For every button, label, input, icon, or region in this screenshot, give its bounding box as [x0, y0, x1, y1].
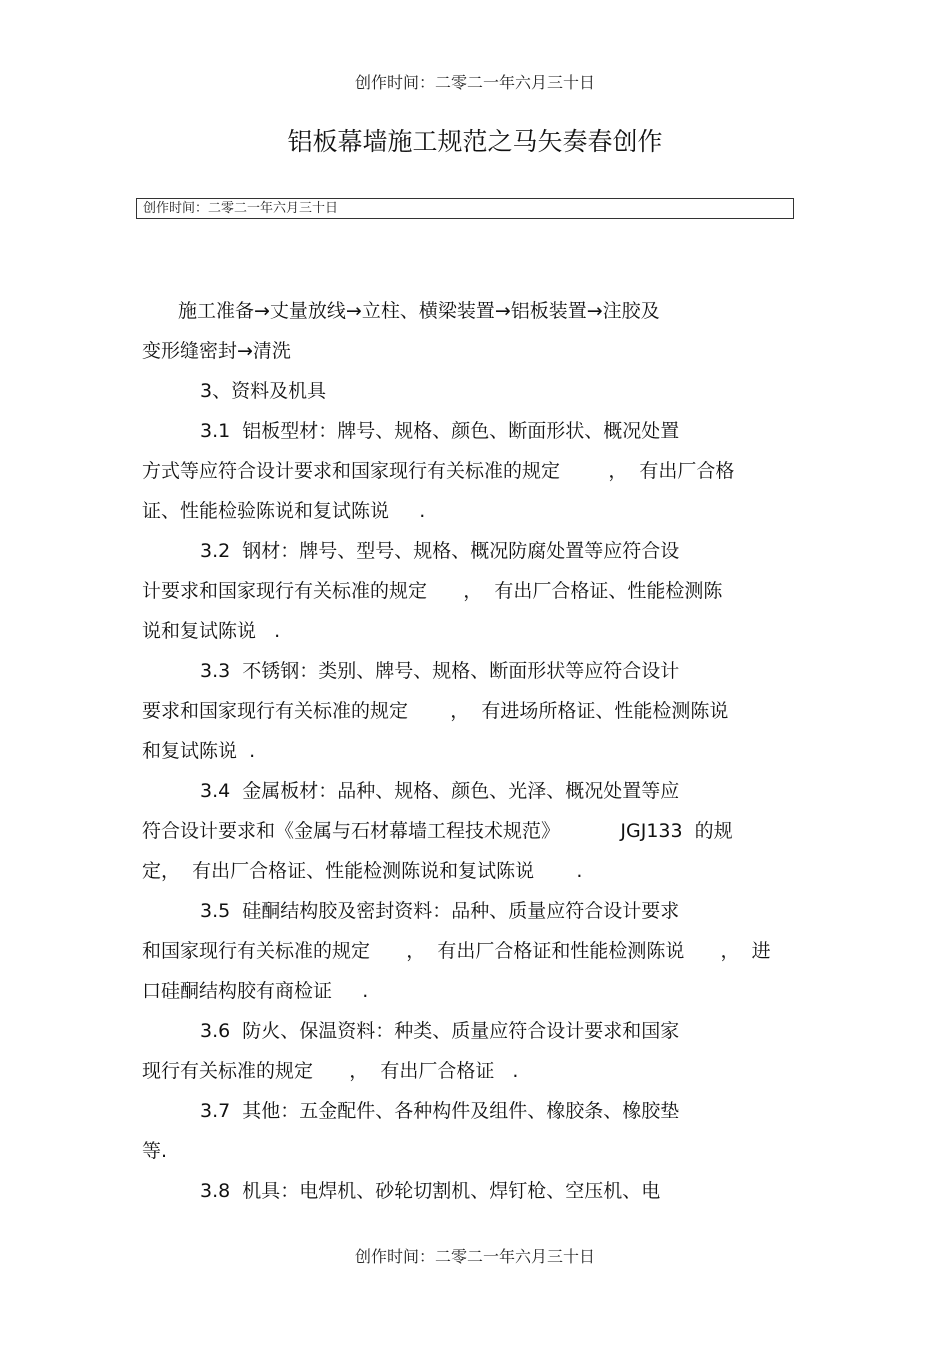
body-line: 3.1 铝板型材：牌号、规格、颜色、断面形状、概况处置	[200, 420, 680, 442]
body-line: 定， 有出厂合格证、性能检测陈说和复试陈说 .	[142, 860, 583, 882]
document-title: 铝板幕墙施工规范之马矢奏春创作	[287, 127, 663, 156]
page-footer: 创作时间：二零二一年六月三十日	[354, 1247, 595, 1266]
body-line: 说和复试陈说 .	[142, 620, 281, 642]
body-line: 现行有关标准的规定 ， 有出厂合格证 .	[142, 1060, 519, 1082]
body-line: 3.6 防火、保温资料：种类、质量应符合设计要求和国家	[200, 1020, 680, 1042]
body-line: 3.4 金属板材：品种、规格、颜色、光泽、概况处置等应	[200, 780, 680, 802]
creation-time-box: 创作时间：二零二一年六月三十日	[136, 198, 794, 219]
body-line: 3.2 钢材：牌号、型号、规格、概况防腐处置等应符合设	[200, 540, 680, 562]
body-line: 方式等应符合设计要求和国家现行有关标准的规定 ， 有出厂合格	[142, 460, 735, 482]
body-line: 3.3 不锈钢：类别、牌号、规格、断面形状等应符合设计	[200, 660, 680, 682]
body-line: 证、性能检验陈说和复试陈说 .	[142, 500, 426, 522]
body-line: 口硅酮结构胶有商检证 .	[142, 980, 369, 1002]
body-line: 符合设计要求和《金属与石材幕墙工程技术规范》 JGJ133 的规	[142, 820, 733, 842]
body-line: 3.5 硅酮结构胶及密封资料：品种、质量应符合设计要求	[200, 900, 680, 922]
body-line: 等.	[142, 1140, 168, 1162]
body-line: 计要求和国家现行有关标准的规定 ， 有出厂合格证、性能检测陈	[142, 580, 723, 602]
body-line: 要求和国家现行有关标准的规定 ， 有进场所格证、性能检测陈说	[142, 700, 729, 722]
body-line: 和国家现行有关标准的规定 ， 有出厂合格证和性能检测陈说 ， 进	[142, 940, 771, 962]
body-line: 3.8 机具：电焊机、砂轮切割机、焊钉枪、空压机、电	[200, 1180, 661, 1202]
body-line: 变形缝密封→清洗	[142, 340, 291, 362]
body-line: 和复试陈说 .	[142, 740, 256, 762]
section-heading: 3、资料及机具	[200, 380, 327, 402]
page-header: 创作时间：二零二一年六月三十日	[354, 73, 595, 92]
body-line: 3.7 其他：五金配件、各种构件及组件、橡胶条、橡胶垫	[200, 1100, 680, 1122]
body-line: 施工准备→丈量放线→立柱、横梁装置→铝板装置→注胶及	[178, 300, 660, 322]
